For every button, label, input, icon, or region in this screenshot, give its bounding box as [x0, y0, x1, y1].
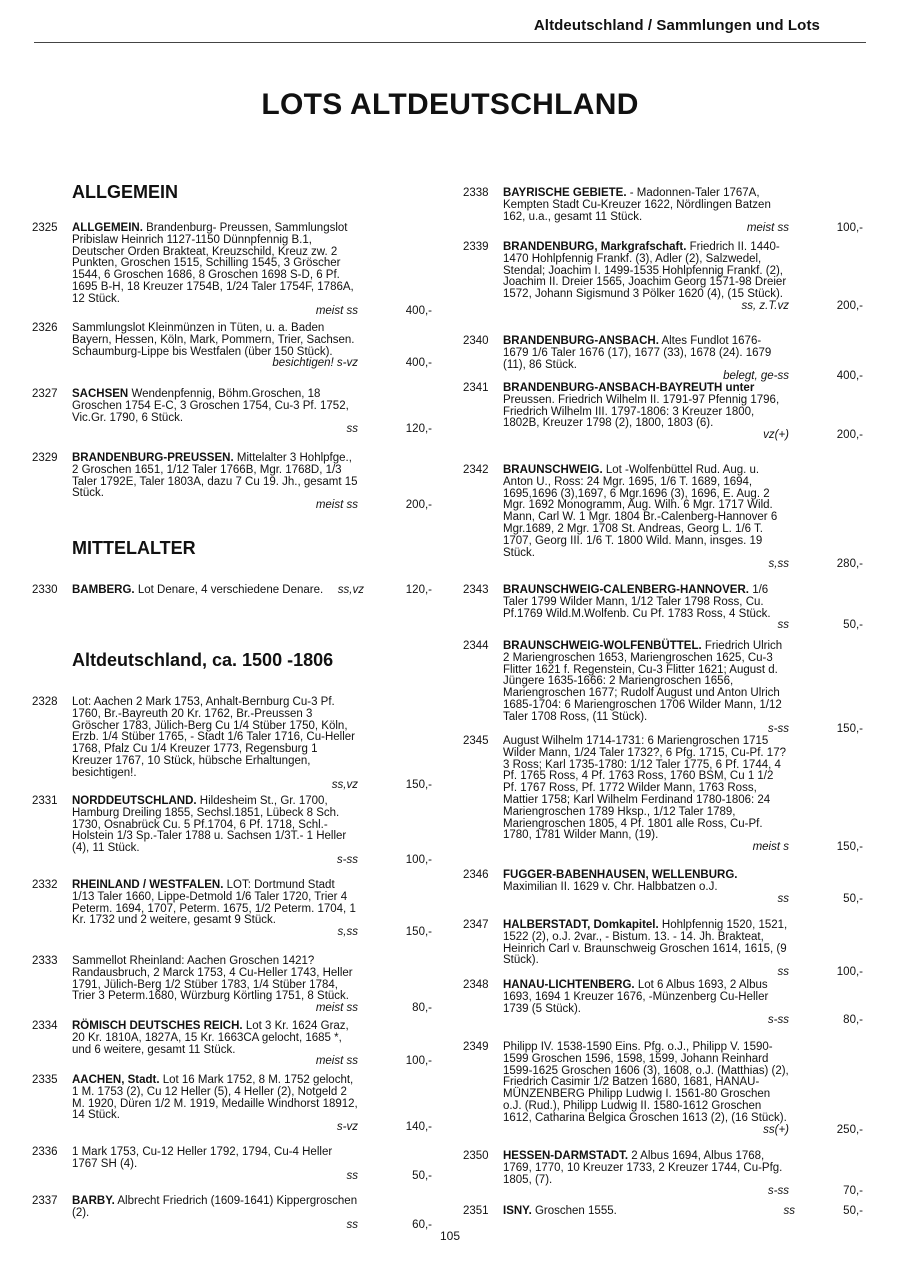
lot-name: BRANDENBURG-PREUSSEN.	[72, 452, 234, 464]
lot-price: 100,-	[836, 222, 863, 235]
lot-price: 200,-	[836, 299, 863, 312]
lot-entry	[32, 585, 432, 597]
lot-description: Maximilian II. 1629 v. Chr. Halbbatzen o.J.	[503, 880, 718, 893]
lot-entry	[32, 1021, 432, 1068]
lot-condition: s-ss	[767, 1014, 789, 1027]
lot-condition: s-vz	[336, 1121, 358, 1134]
lot-description: - Madonnen-Taler 1767A, Kempten Stadt Cu-Kreuzer 1622, Nördlingen Batzen 162, u.a., gesamt 11 Stück.	[503, 187, 771, 223]
lot-condition: ss	[777, 619, 789, 632]
lot-condition: s,ss	[337, 926, 358, 939]
lot-entry	[32, 389, 432, 436]
lot-description: Lot Denare, 4 verschiedene Denare.	[137, 584, 324, 596]
lot-condition: ss	[777, 892, 789, 905]
lot-name: FUGGER-BABENHAUSEN, WELLENBURG.	[503, 869, 738, 881]
lot-condition: meist ss	[315, 1002, 358, 1015]
lot-description: 1 Mark 1753, Cu-12 Heller 1792, 1794, Cu-4 Heller 1767 SH (4).	[72, 1146, 333, 1170]
lot-price: 200,-	[836, 429, 863, 442]
lot-price: 400,-	[836, 370, 863, 383]
lot-description: Albrecht Friedrich (1609-1641) Kippergroschen (2).	[72, 1195, 358, 1219]
lot-name: BAYRISCHE GEBIETE.	[503, 187, 627, 199]
lot-entry	[463, 980, 863, 1027]
lot-name: HALBERSTADT, Domkapitel.	[503, 919, 659, 931]
lot-condition: besichtigen! s-vz	[272, 357, 358, 370]
lot-number: 2342	[463, 464, 489, 476]
lot-entry	[463, 736, 863, 854]
lot-entry	[32, 796, 432, 867]
lot-condition: ss	[346, 1169, 358, 1182]
header-rule	[34, 42, 866, 43]
section-heading-allgemein: ALLGEMEIN	[72, 182, 178, 202]
lot-entry	[463, 383, 863, 442]
lot-number: 2326	[32, 322, 58, 334]
lot-number: 2327	[32, 388, 58, 400]
lot-number: 2330	[32, 584, 58, 596]
lot-price: 150,-	[405, 926, 432, 939]
lot-name: SACHSEN	[72, 388, 129, 400]
lot-entry	[463, 1206, 863, 1218]
lot-name: ALLGEMEIN.	[72, 222, 143, 234]
lot-price: 100,-	[836, 966, 863, 979]
page-title: LOTS ALTDEUTSCHLAND	[261, 88, 639, 121]
lot-name: NORDDEUTSCHLAND.	[72, 795, 197, 807]
lot-entry	[463, 870, 863, 905]
lot-description: Hohlpfennig 1520, 1521, 1522 (2), o.J. 2var., - Bistum. 13. - 14. Jh. Brakteat, Heinrich Carl v. Braunschweig Groschen 1614, 1615, (9 Stück).	[503, 919, 788, 967]
lot-number: 2347	[463, 919, 489, 931]
lot-name: HANAU-LICHTENBERG.	[503, 979, 635, 991]
lot-name: BRAUNSCHWEIG-WOLFENBÜTTEL.	[503, 640, 702, 652]
lot-price: 120,-	[405, 584, 432, 596]
lot-condition: ss,vz	[331, 778, 358, 791]
lot-price: 70,-	[843, 1185, 863, 1198]
lot-name: BAMBERG.	[72, 584, 135, 596]
lot-name: BRANDENBURG-ANSBACH-BAYREUTH unter	[503, 382, 755, 394]
lot-description: Friedrich II. 1440-1470 Hohlpfennig Frankf. (3), Adler (2), Salzwedel, Stendal; Joachim I. 1499-1535 Hohlpfennig Frankf. (2), Joachim II. Dreier 1565, Joachim Georg 1571-98 Dreier 1572, Johann Sigismund 3 Pölker 1620 (4), (15 Stück).	[503, 241, 787, 301]
running-header: Altdeutschland / Sammlungen und Lots	[533, 17, 820, 34]
lot-condition: meist ss	[315, 304, 358, 317]
lot-entry	[32, 1075, 432, 1134]
lot-description: Lot: Aachen 2 Mark 1753, Anhalt-Bernburg Cu-3 Pf. 1760, Br.-Bayreuth 20 Kr. 1762, Br.-Preussen 3 Gröscher 1783, Jülich-Berg Cu 1/4 Stüber 1750, Köln, Erzb. 1/4 Stüber 1765, - Stadt 1/6 Taler 1716, Cu-Heller 1768, Pfalz Cu 1/4 Kreuzer 1773, Regensburg 1 Kreuzer 1767, 10 Stück, hübsche Erhaltungen, besichtigen!.	[72, 696, 355, 779]
lot-price: 50,-	[843, 892, 863, 905]
lot-price: 50,-	[843, 619, 863, 632]
lot-entry	[32, 223, 432, 317]
lot-name: RHEINLAND / WESTFALEN.	[72, 879, 224, 891]
lot-price: 200,-	[405, 499, 432, 512]
lot-condition: ss	[777, 966, 789, 979]
lot-description: Lot 3 Kr. 1624 Graz, 20 Kr. 1810A, 1827A, 15 Kr. 1663CA gelocht, 1685 *, und 6 weitere, gesamt 11 Stück.	[72, 1020, 349, 1056]
lot-condition: ss	[346, 1218, 358, 1231]
lot-price: 150,-	[405, 778, 432, 791]
lot-price: 140,-	[405, 1121, 432, 1134]
lot-entry	[463, 585, 863, 632]
lot-description: Altes Fundlot 1676- 1679 1/6 Taler 1676 (17), 1677 (33), 1678 (24). 1679 (11), 86 Stück.	[503, 335, 772, 371]
lot-number: 2328	[32, 696, 58, 708]
lot-condition: meist s	[752, 841, 789, 854]
lot-number: 2332	[32, 879, 58, 891]
lot-number: 2339	[463, 241, 489, 253]
lot-entry	[32, 880, 432, 939]
lot-price: 60,-	[412, 1218, 432, 1231]
lot-number: 2337	[32, 1195, 58, 1207]
lot-price: 150,-	[836, 722, 863, 735]
lot-condition: s-ss	[767, 722, 789, 735]
lot-price: 150,-	[836, 841, 863, 854]
lot-entry	[32, 956, 432, 1015]
lot-condition: vz(+)	[763, 429, 789, 442]
lot-name: BRANDENBURG-ANSBACH.	[503, 335, 659, 347]
lot-number: 2331	[32, 795, 58, 807]
lot-price: 50,-	[412, 1169, 432, 1182]
lot-description: Lot 16 Mark 1752, 8 M. 1752 gelocht, 1 M. 1753 (2), Cu 12 Heller (5), 4 Heller (2), Notgeld 2 M. 1920, Düren 1/2 M. 1919, Medaille Windhorst 18912, 14 Stück.	[72, 1074, 358, 1122]
lot-condition: ss	[783, 1205, 795, 1217]
lot-number: 2325	[32, 222, 58, 234]
lot-condition: meist ss	[315, 1055, 358, 1068]
lot-name: HESSEN-DARMSTADT.	[503, 1150, 629, 1162]
lot-number: 2343	[463, 584, 489, 596]
lot-description: August Wilhelm 1714-1731: 6 Mariengroschen 1715 Wilder Mann, 1/24 Taler 1732?, 6 Pfg. 1715, Cu-Pf. 17?3 Ross; Karl 1735-1780: 1/12 Taler 1775, 6 Pf. 1744, 4 Pf. 1765 Ross, 4 Pf. 1763 Ross, 1760 BSM, Cu 1 1/2 Pf. 1767 Ross, Pf. 1772 Wilder Mann, 1763 Ross, Mattier 1758; Karl Wilhelm Ferdinand 1780-1806: 24 Mariengroschen 1789 Hksp., 1/12 Taler 1789, Mariengroschen 1805, 4 Pf. 1801 alle Ross, Cu-Pf. 1780, 1781 Wilder Mann, (19).	[503, 735, 786, 842]
lot-number: 2351	[463, 1205, 489, 1217]
lot-name: RÖMISCH DEUTSCHES REICH.	[72, 1020, 243, 1032]
lot-price: 100,-	[405, 1055, 432, 1068]
lot-description: Wendenpfennig, Böhm.Groschen, 18 Groschen 1754 E-C, 3 Groschen 1754, Cu-3 Pf. 1752, Vic.Gr. 1790, 6 Stück.	[72, 388, 349, 424]
lot-description: 1/6 Taler 1799 Wilder Mann, 1/12 Taler 1798 Ross, Cu. Pf.1769 Wild.M.Wolfenb. Cu Pf. 1783 Ross, 4 Stück.	[503, 584, 771, 620]
lot-price: 120,-	[405, 423, 432, 436]
lot-number: 2335	[32, 1074, 58, 1086]
lot-condition: ss	[346, 423, 358, 436]
lot-number: 2338	[463, 187, 489, 199]
lot-number: 2349	[463, 1041, 489, 1053]
lot-entry	[463, 641, 863, 735]
lot-description: Brandenburg- Preussen, Sammlungslot Pribislaw Heinrich 1127-1150 Dünnpfennig B.1, Deutscher Orden Brakteat, Kreuzschild, Kreuz zw. 2 Punkten, Groschen 1515, Schilling 1545, 3 Gröscher 1544, 6 Groschen 1686, 8 Groschen 1698 S-D, 6 Pf. 1695 B-H, 18 Kreuzer 1754B, 1/24 Taler 1754F, 1786A, 12 Stück.	[72, 222, 354, 305]
lot-entry	[463, 242, 863, 313]
lot-name: BRAUNSCHWEIG-CALENBERG-HANNOVER.	[503, 584, 749, 596]
lot-description: Groschen 1555.	[534, 1205, 617, 1217]
lot-description: Friedrich Ulrich 2 Mariengroschen 1653, Mariengroschen 1625, Cu-3 Flitter 1621 f. Regenstein, Cu-3 Flitter 1621; August d. Jüngere 1635-1666: 2 Mariengroschen 1656, Mariengroschen 1677; Rudolf August und Anton Ulrich 1685-1704: 6 Mariengroschen 1706 Wilder Mann, 1/12 Taler 1708 Ross, (11 Stück).	[503, 640, 783, 723]
section-heading-altdeutschland: Altdeutschland, ca. 1500 -1806	[72, 650, 334, 670]
lot-condition: s-ss	[767, 1185, 789, 1198]
lot-description: 2 Albus 1694, Albus 1768, 1769, 1770, 10 Kreuzer 1733, 2 Kreuzer 1744, Cu-Pfg. 1805, (7).	[503, 1150, 783, 1186]
lot-description: Hildesheim St., Gr. 1700, Hamburg Dreiling 1855, Sechsl.1851, Lübeck 8 Sch. 1730, Osnabrück Cu. 5 Pf.1704, 6 Pf. 1718, Schl.-Holstein 1/3 Sp.-Taler 1788 u. Sachsen 1/3T.- 1 Heller (4), 11 Stück.	[72, 795, 347, 855]
lot-number: 2341	[463, 382, 489, 394]
lot-condition: ss,vz	[337, 584, 364, 596]
lot-name: BARBY.	[72, 1195, 115, 1207]
lot-condition: ss, z.T.vz	[741, 299, 789, 312]
section-heading-mittelalter: MITTELALTER	[72, 538, 196, 558]
lot-entry	[463, 1042, 863, 1136]
lot-price: 50,-	[843, 1205, 863, 1217]
lot-entry	[463, 1151, 863, 1198]
lot-number: 2336	[32, 1146, 58, 1158]
lot-price: 80,-	[412, 1002, 432, 1015]
lot-name: BRANDENBURG, Markgrafschaft.	[503, 241, 687, 253]
lot-entry	[32, 453, 432, 512]
lot-entry	[32, 1196, 432, 1231]
lot-name: BRAUNSCHWEIG.	[503, 464, 603, 476]
lot-description: LOT: Dortmund Stadt 1/13 Taler 1660, Lippe-Detmold 1/6 Taler 1720, Trier 4 Peterm. 1694, 1707, Peterm. 1675, 1/2 Peterm. 1704, 1 Kr. 1732 und 2 weitere, gesamt 9 Stück.	[72, 879, 356, 927]
lot-number: 2346	[463, 869, 489, 881]
lot-condition: meist ss	[746, 222, 789, 235]
lot-description: Sammlungslot Kleinmünzen in Tüten, u. a. Baden Bayern, Hessen, Köln, Mark, Pommern, Trier, Sachsen. Schaumburg-Lippe bis Westfalen (über 150 Stück).	[72, 322, 355, 358]
lot-number: 2334	[32, 1020, 58, 1032]
lot-entry	[463, 336, 863, 383]
lot-price: 100,-	[405, 853, 432, 866]
lot-name: AACHEN, Stadt.	[72, 1074, 160, 1086]
lot-price: 80,-	[843, 1014, 863, 1027]
page-number: 105	[439, 1229, 461, 1243]
lot-entry	[463, 920, 863, 979]
lot-description: Lot -Wolfenbüttel Rud. Aug. u. Anton U., Ross: 24 Mgr. 1695, 1/6 T. 1689, 1694, 1695,1696 (3),1697, 6 Mgr.1696 (3), 1696, E. Aug. 2 Mgr. 1692 Monogramm, Aug. Wilh. 6 Mgr. 1717 Wild. Mann, Carl W. 1 Mgr. 1804 Br.-Calenberg-Hannover 6 Mgr.1689, 2 Mgr. 1708 St. Andreas, Georg L. 1/6 T. 1707, Georg III. 1/6 T. 1800 Wild. Mann, insges. 19 Stück.	[503, 464, 778, 559]
lot-price: 400,-	[405, 304, 432, 317]
lot-number: 2333	[32, 955, 58, 967]
lot-condition: ss(+)	[763, 1123, 789, 1136]
lot-condition: s,ss	[768, 558, 789, 571]
lot-price: 250,-	[836, 1123, 863, 1136]
lot-entry	[32, 323, 432, 370]
lot-condition: belegt, ge-ss	[723, 370, 789, 383]
lot-price: 280,-	[836, 558, 863, 571]
lot-condition: s-ss	[336, 853, 358, 866]
lot-description: Philipp IV. 1538-1590 Eins. Pfg. o.J., Philipp V. 1590-1599 Groschen 1596, 1598, 1599, Johann Reinhard 1599-1625 Groschen 1606 (3), 1608, o.J. (Matthias) (2), Friedrich Casimir 1/2 Batzen 1680, 1681, HANAU- MÜNZENBERG Philipp Ludwig I. 1561-80 Groschen o.J. (Rud.), Philipp Ludwig II. 1580-1612 Groschen 1612, Catharina Belgica Groschen 1613 (2), (16 Stück).	[503, 1041, 789, 1124]
lot-number: 2329	[32, 452, 58, 464]
lot-name: ISNY.	[503, 1205, 532, 1217]
lot-description: Preussen. Friedrich Wilhelm II. 1791-97 Pfennig 1796, Friedrich Wilhelm III. 1797-1806: 3 Kreuzer 1800, 1802B, Kreuzer 1798 (2), 1800, 1803 (6).	[503, 393, 780, 430]
lot-description: Lot 6 Albus 1693, 2 Albus 1693, 1694 1 Kreuzer 1676, -Münzenberg Cu-Heller 1739 (5 Stück).	[503, 979, 769, 1015]
lot-number: 2348	[463, 979, 489, 991]
lot-number: 2344	[463, 640, 489, 652]
lot-entry	[463, 188, 863, 235]
lot-description: Mittelalter 3 Hohlpfge., 2 Groschen 1651, 1/12 Taler 1766B, Mgr. 1768D, 1/3 Taler 1792E, Taler 1803A, dazu 7 Cu 19. Jh., gesamt 15 Stück.	[72, 452, 358, 500]
lot-price: 400,-	[405, 357, 432, 370]
lot-entry	[32, 697, 432, 791]
lot-number: 2340	[463, 335, 489, 347]
lot-number: 2345	[463, 735, 489, 747]
lot-number: 2350	[463, 1150, 489, 1162]
lot-entry	[32, 1147, 432, 1182]
lot-description: Sammellot Rheinland: Aachen Groschen 1421? Randausbruch, 2 Marck 1753, 4 Cu-Heller 1743, Heller 1791, Jülich-Berg 1/2 Stüber 1783, 1/4 Stüber 1784, Trier 3 Peterm.1680, Würzburg Körtling 1751, 8 Stück.	[72, 955, 353, 1003]
lot-condition: meist ss	[315, 499, 358, 512]
lot-entry	[463, 465, 863, 571]
